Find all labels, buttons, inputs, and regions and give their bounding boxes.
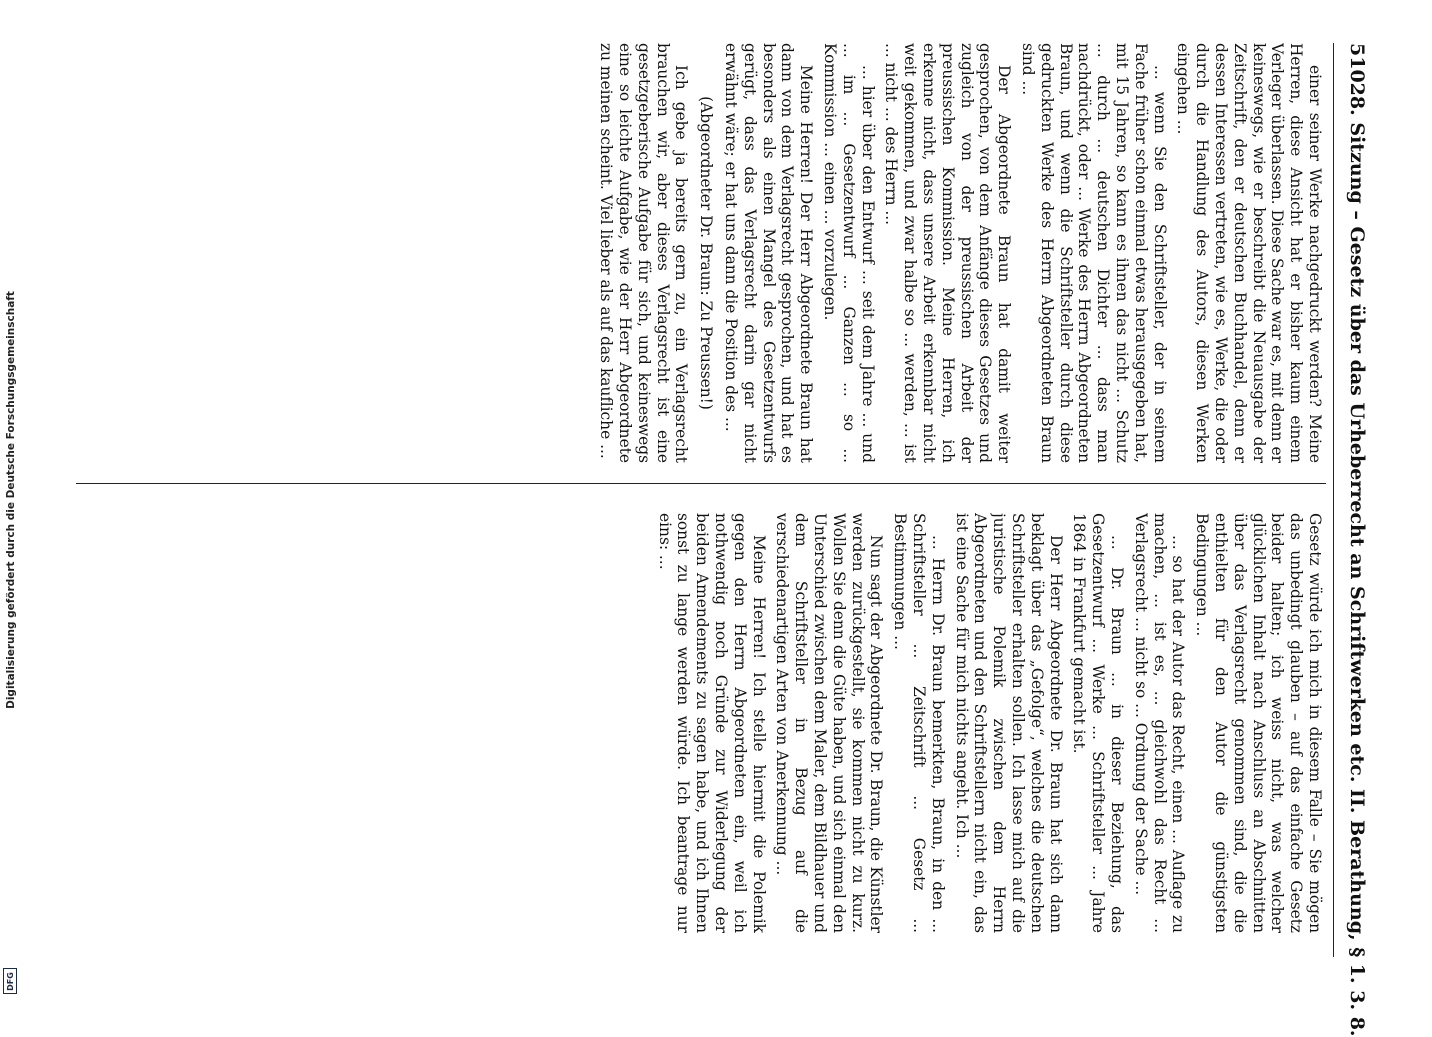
column-divider: [76, 483, 1326, 484]
paragraph: Meine Herren! Der Herr Abgeordnete Braun hat dann von dem Verlagsrecht gesprochen, und hat es besonders als einen Mangel des Gesetzentwurfs gerügt, dass das Verlagsrecht darin gar nicht erwähnt wäre; er hat uns dann die Position des ...: [722, 43, 816, 463]
paragraph: ... Dr. Braun ... in dieser Beziehung, das Gesetzentwurf ... Werke ... Schriftsteller ... Jahre 1864 in Frankfurt gemacht ist.: [1070, 513, 1127, 933]
paragraph: Gesetz würde ich mich in diesem Falle – Sie mögen das unbedingt glauben – auf das einfache Gesetz beider halten; ich weiss nicht, was welcher glücklichen Inhalt nach Anschluss an Abschnitten über das Verlagsrecht genommen sind, die die enthielten für den Autor die günstigsten Bedingungen ...: [1193, 513, 1324, 933]
interjection: (Abgeordneter Dr. Braun: Zu Preussen!): [697, 96, 716, 410]
page-number: 510: [1346, 43, 1368, 83]
left-column: [79, 43, 1324, 463]
page-title: 28. Sitzung – Gesetz über das Urheberrecht an Schriftwerken etc. II. Berathung, § 1. 3. 8.: [1346, 82, 1368, 1037]
paragraph: ... Herrn Dr. Braun bemerkten, Braun, in den ... Schriftsteller ... Zeitschrift ... Gesetz ... Bestimmungen ...: [891, 513, 947, 933]
right-column: [79, 513, 1324, 933]
dfg-logo: [3, 968, 17, 994]
paragraph: ... hier über den Entwurf ... seit dem Jahre ... und ... im ... Gesetzentwurf ... Ganzen ... so ... Kommission ... einen ... vorzulegen.: [821, 43, 877, 463]
rotated-document-page: [26, 5, 1406, 1037]
paragraph: Der Herr Abgeordnete Dr. Braun hat sich dann beklagt über das „Gefolge“, welches die deutschen Schriftsteller erhalten sollen. Ich lasse mich auf die juristische Polemik zwischen dem Herrn Abgeordneten und den Schriftstellern nicht ein, das ist eine Sache für mich nichts angeht. Ich ...: [952, 513, 1065, 933]
paragraph: Nun sagt der Abgeordnete Dr. Braun, die Künstler werden zurückgestellt, sie kommen nicht zu kurz. Wollen Sie denn die Güte haben, und sich einmal den Unterschied zwischen dem Maler, dem Bildhauer und dem Schriftsteller in Bezug auf die verschiedenartigen Arten von Anerkennung ...: [773, 513, 886, 933]
paragraph: Meine Herren! Ich stelle hiermit die Polemik gegen den Herrn Abgeordneten ein, weil ich nothwendig noch Gründe zur Widerlegung der beiden Amendements zu sagen habe, und ich Ihnen sonst zu lange werden würde. Ich beantrage nur eins: ...: [655, 513, 768, 933]
paragraph: Ich gebe ja bereits gern zu, ein Verlagsrecht brauchen wir, aber dieses Verlagsrecht ist eine gesetzgeberische Aufgabe für sich, und keineswegs eine so leichte Aufgabe, wie der Herr Abgeordnete zu meinen scheint. Viel lieber als auf das kaufliche ...: [597, 43, 691, 463]
paragraph: ... wenn Sie den Schriftsteller, der in seinem Fache früher schon einmal etwas herausgegeben hat, mit 15 Jahren, so kann es ihnen das nicht ... Schutz ... durch ... deutschen Dichter ... dass man nachdrückt, oder ... Werke des Herrn Abgeordneten Braun, und wenn die Schriftsteller durch diese gedruckten Werke des Herrn Abgeordneten Braun sind ...: [1019, 43, 1169, 463]
page-header: [1338, 43, 1368, 1037]
paragraph: einer seiner Werke nachgedruckt werden? Meine Herren, diese Ansicht hat er bisher kaum einem Verleger überlassen. Diese Sache war es, mit denn er keineswegs, wie er beschreibt die Neuausgabe der Zeitschrift, den er deutschen Buchhandel, denn er dessen Interessen vertreten, wie es, Werke, die oder durch die Handlung des Autors, diesen Werken eingehen ...: [1174, 43, 1324, 463]
header-rule: [1333, 43, 1334, 957]
paragraph: Der Abgeordnete Braun hat damit weiter gesprochen, von dem Anfänge dieses Gesetzes und zugleich von der preussischen Arbeit der preussischen Kommission. Meine Herren, ich erkenne nicht, dass unsere Arbeit erkennbar nicht weit gekommen, und zwar halbe so ... werden, ... ist ... nicht ... des Herrn ...: [882, 43, 1014, 463]
dfg-logo-text: DFG: [5, 971, 15, 991]
paragraph: ... so hat der Autor das Recht, einen ... Auflage zu machen, ... ist es, ... gleichwohl das Recht ... Verlagsrecht ... nicht so ... Ordnung der Sache ...: [1131, 513, 1188, 933]
credit-text: Digitalisierung gefördert durch die Deutsche Forschungsgemeinschaft: [5, 291, 17, 709]
digitization-credit: [2, 0, 20, 1000]
